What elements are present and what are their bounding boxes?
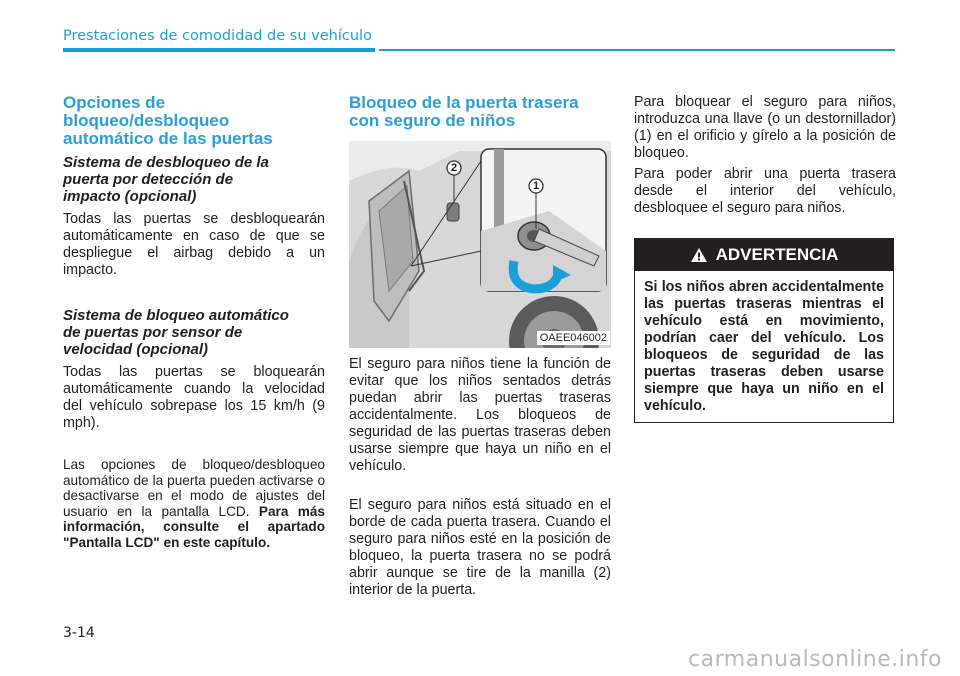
warning-box [634,238,894,423]
header-rule-thick [63,48,375,52]
warning-header [635,239,893,271]
subheading-impact-unlock [63,154,325,205]
warning-triangle-icon [690,247,708,263]
header-rule-thin [379,49,895,51]
paragraph-speed-lock: Todas las puertas se bloquearán automáticamente cuando la velocidad del vehículo sobrepase los 15 km/h (9 mph). [63,364,325,431]
page-number: 3-14 [63,625,95,641]
callout-1: 1 [532,180,540,192]
paragraph-child-lock-purpose: El seguro para niños tiene la función de evitar que los niños sentados detrás puedan abrir las puertas traseras accidentalmente. Los bloqueos de seguridad de las puertas traseras deben usarse siempre que haya un niño en el vehículo. [349,356,611,474]
subheading-line: de puertas por sensor de [63,324,243,341]
paragraph-child-lock-location: El seguro para niños está situado en el borde de cada puerta trasera. Cuando el seguro para niños esté en la posición de bloqueo, la puerta trasera no se podrá abrir aunque se tire de la manilla (2) interior de la puerta. [349,497,611,598]
warning-title: ADVERTENCIA [715,245,839,264]
paragraph-unlock-procedure: Para poder abrir una puerta trasera desde el interior del vehículo, desbloquee el seguro para niños. [634,166,896,216]
subheading-line: velocidad (opcional) [63,341,209,358]
heading-line: bloqueo/desbloqueo [63,111,230,130]
paragraph-lock-procedure: Para bloquear el seguro para niños, introduzca una llave (o un destornillador) (1) en el orificio y gírelo a la posición de bloqueo. [634,94,896,161]
paragraph-lcd-options-text: Las opciones de bloqueo/desbloqueo automático de la puerta pueden activarse o desactivarse en el modo de ajustes del usuario en la pantalla LCD. [63,457,325,519]
heading-line: con seguro de niños [349,111,516,130]
subheading-speed-lock [63,307,325,358]
car-door-drawing [349,141,611,348]
heading-line: Bloqueo de la puerta trasera [349,93,579,112]
paragraph-lcd-options-reference: Para más información, consulte el apartado "Pantalla LCD" en este capítulo. [63,503,325,550]
figure-code-label: OAEE046002 [537,331,610,345]
heading-line: automático de las puertas [63,129,273,148]
heading-line: Opciones de [63,93,166,112]
warning-text: Si los niños abren accidentalmente las puertas traseras mientras el vehículo está en movimiento, podrían caer del vehículo. Los bloqueos de seguridad de las puertas traseras deben usarse siempre que haya un niño en el vehículo. [644,279,884,414]
watermark: carmanualsonline.info [688,647,942,672]
subheading-line: Sistema de desbloqueo de la [63,154,269,171]
subheading-line: Sistema de bloqueo automático [63,307,289,324]
callout-2: 2 [450,162,458,174]
subheading-line: impacto (opcional) [63,188,197,205]
paragraph-impact-unlock: Todas las puertas se desbloquearán automáticamente en caso de que se despliegue el airbag debido a un impacto. [63,211,325,278]
section-header-title: Prestaciones de comodidad de su vehículo [63,28,372,44]
heading-auto-lock-options [63,94,325,148]
child-lock-illustration [349,141,611,348]
paragraph-lcd-options [63,457,325,551]
heading-child-lock [349,94,611,130]
subheading-line: puerta por detección de [63,171,234,188]
